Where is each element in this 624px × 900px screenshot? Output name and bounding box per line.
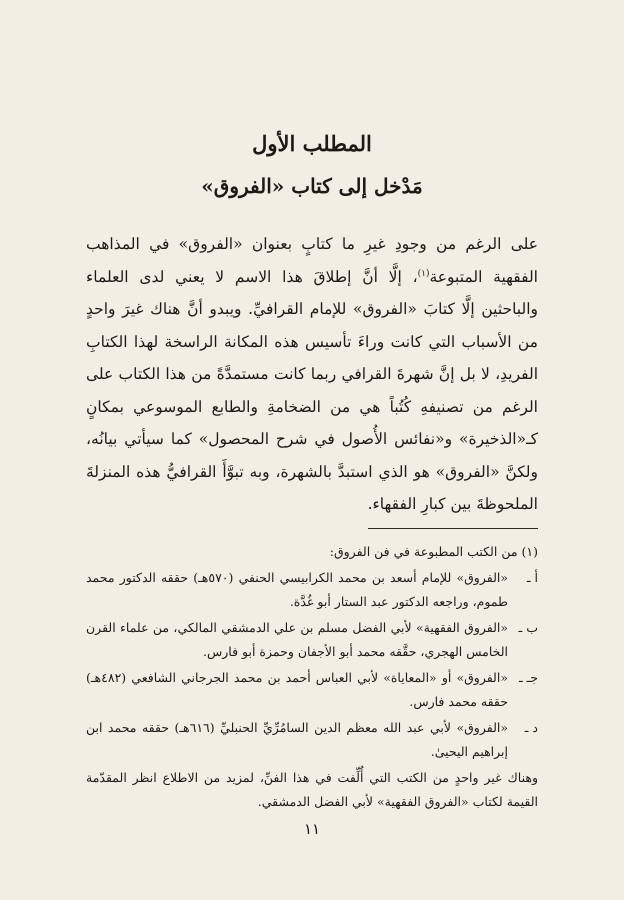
footnotes xyxy=(86,540,538,814)
footnote-item-mark: ب ـ xyxy=(518,620,538,635)
footnote-closing: وهناك غير واحدٍ من الكتب التي أُلِّفت في هذا الفنِّ، لمزيد من الاطلاع انظر المقدّمة القيمة لكتاب «الفروق الفقهية» لأبي الفضل الدمشقي. xyxy=(86,770,538,809)
footnote-item xyxy=(86,666,538,714)
footnote-item-text: «الفروق» أو «المعاياة» لأبي العباس أحمد بن محمد الجرجاني الشافعي (٤٨٢هـ) حققه محمد فارس. xyxy=(86,670,508,709)
section-heading: المطلب الأول xyxy=(252,131,372,156)
body-text-part-1: على الرغم من وجودِ غيرِ ما كتابٍ بعنوان «الفروق» في المذاهب الفقهية المتبوعة xyxy=(86,235,538,286)
footnote-item xyxy=(86,716,538,764)
body-paragraph xyxy=(86,228,538,521)
page-number: ١١ xyxy=(303,820,321,838)
footnote-divider xyxy=(368,528,538,529)
footnote-item-mark: د ـ xyxy=(524,720,538,735)
footnote-reference: (١) xyxy=(417,268,430,279)
footnote-item-text: «الفروق الفقهية» لأبي الفضل مسلم بن علي الدمشقي المالكي، من علماء القرن الخامس الهجري، حقَّقه محمد أبو الأجفان وحمزة أبو فارس. xyxy=(86,620,508,659)
footnote-intro: (١) من الكتب المطبوعة في فن الفروق: xyxy=(329,544,538,559)
footnote-item xyxy=(86,616,538,664)
footnote-item-text: «الفروق» لأبي عبد الله معظم الدين السامُرِّيِّ الحنبليِّ (٦١٦هـ) حققه محمد ابن إبراهيم اليحيىٰ. xyxy=(86,720,508,759)
chapter-title: مَدْخل إلى كتاب «الفروق» xyxy=(201,174,423,198)
footnote-item-mark: أ ـ xyxy=(526,570,538,585)
body-text-part-2: ، إلَّا أنَّ إطلاقَ هذا الاسم لا يعني لدى العلماء والباحثين إلَّا كتابَ «الفروق» للإمام القرافيِّ. ويبدو أنَّ هناك غيرَ واحدٍ من الأسباب التي كانت وراءَ تأسيس هذه المكانة الراسخة لهذا الكتابِ الفريدِ، لا بل إنَّ شهرةَ القرافي ربما كانت مستمدَّةً من هذا الكتاب على الرغم من تصنيفهِ كُتُباً هي من الضخامةِ والطابع الموسوعي بمكانٍ كـ«الذخيرة» و«نفائس الأُصول في شرح المحصول» كما سيأتي بيانُه، ولكنَّ «الفروق» هو الذي استبدَّ بالشهرة، وبه تبوَّأَ القرافيُّ هذه المنزلةَ الملحوظةَ بين كبارِ الفقهاء. xyxy=(86,267,538,513)
footnote-item-mark: جـ ـ xyxy=(518,670,538,685)
footnote-item xyxy=(86,566,538,614)
footnote-item-text: «الفروق» للإمام أسعد بن محمد الكرابيسي الحنفي (٥٧٠هـ) حققه الدكتور محمد طموم، وراجعه الدكتور عبد الستار أبو غُدَّة. xyxy=(86,570,508,609)
